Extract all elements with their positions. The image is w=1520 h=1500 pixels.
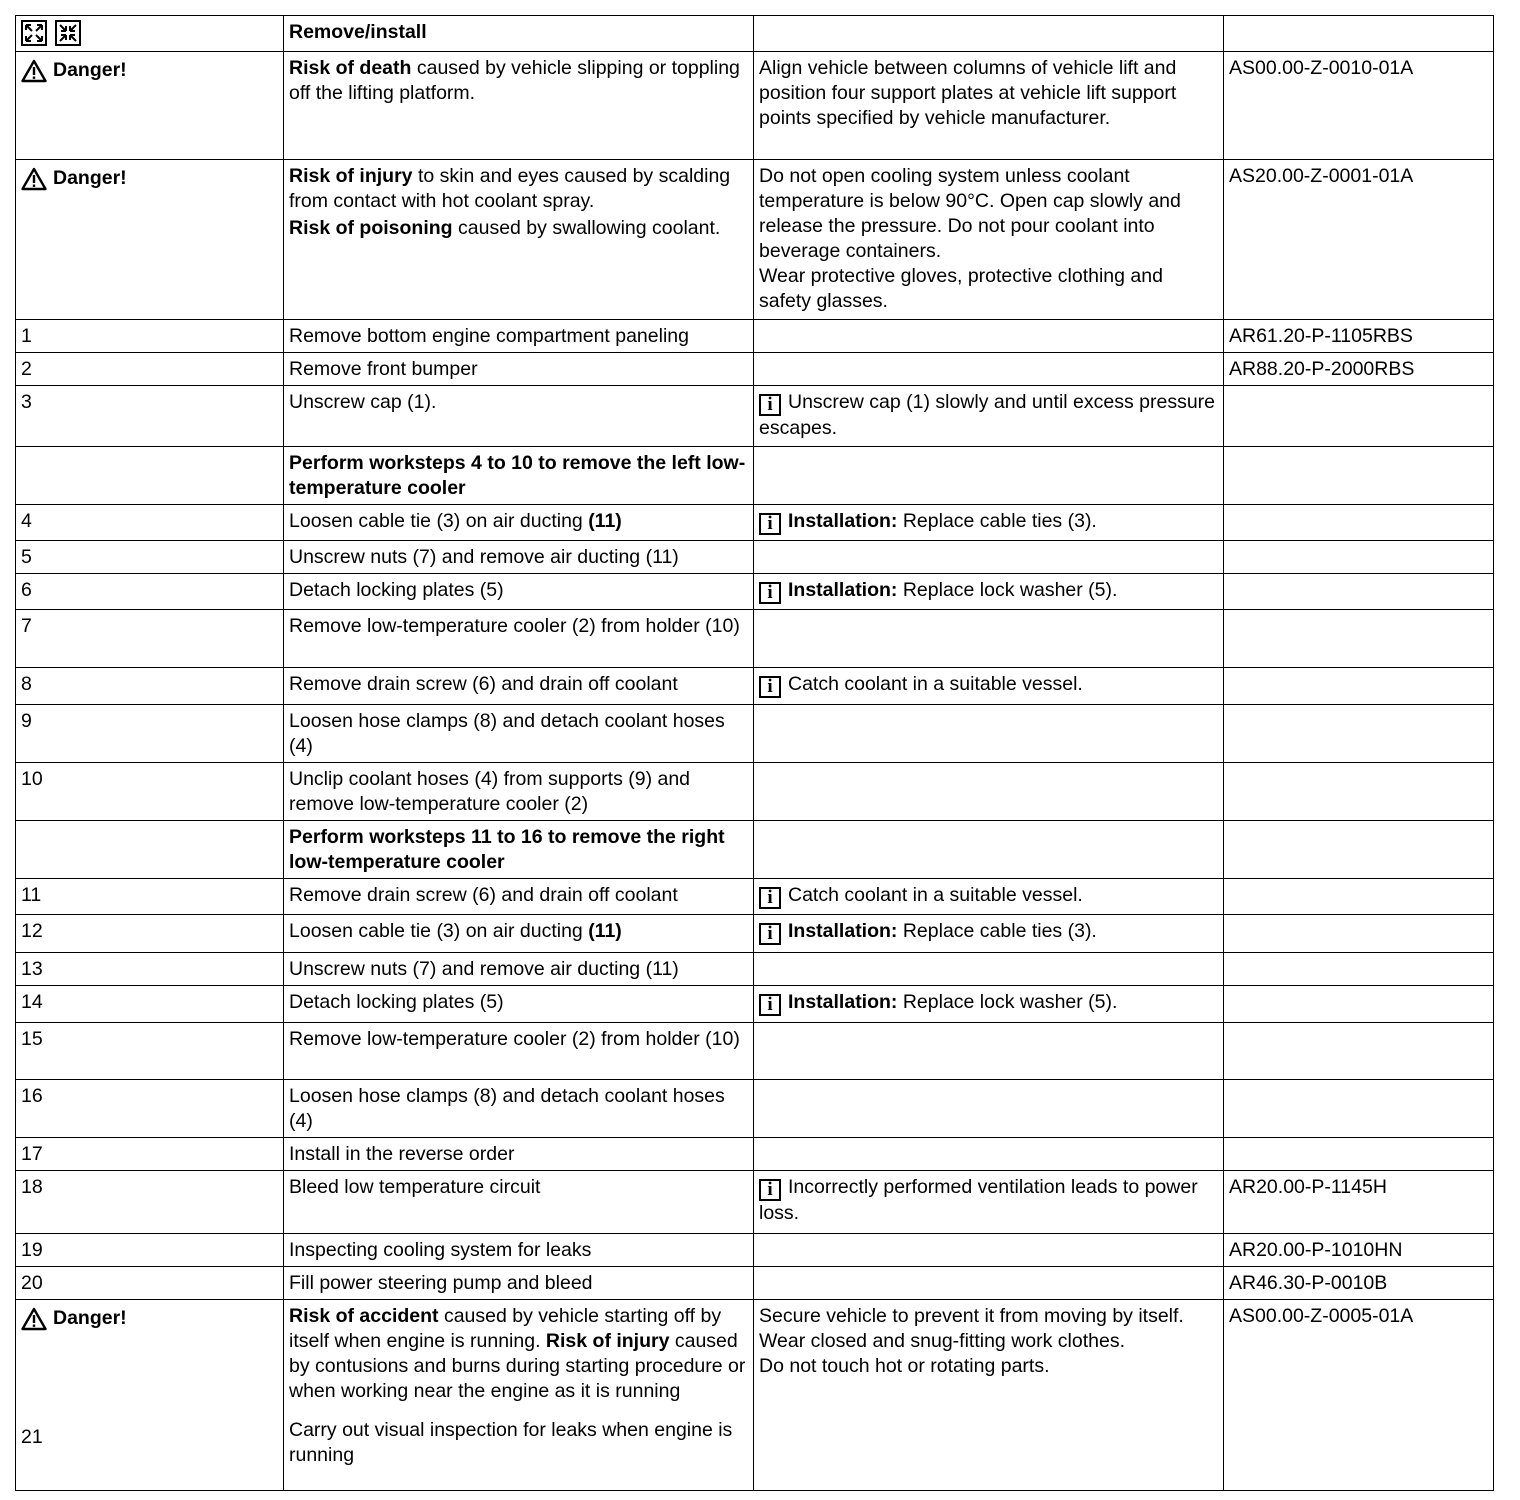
step-row	[16, 1023, 1494, 1080]
step-row	[16, 505, 1494, 541]
step-text: Loosen hose clamps (8) and detach coolant hoses (4)	[284, 705, 754, 763]
step-text: Detach locking plates (5)	[284, 986, 754, 1023]
step-number: 3	[16, 386, 284, 447]
step-text: Unscrew cap (1).	[284, 386, 754, 447]
section-row	[16, 447, 1494, 505]
step-text: Bleed low temperature circuit	[284, 1171, 754, 1234]
step-number: 21	[21, 1426, 43, 1448]
step-number: 5	[16, 541, 284, 574]
step-text: Fill power steering pump and bleed	[284, 1267, 754, 1300]
warning-triangle-icon	[21, 1307, 47, 1331]
step-text: Remove front bumper	[284, 353, 754, 386]
procedure-table	[15, 15, 1494, 1491]
step-number: 6	[16, 574, 284, 610]
reference-link[interactable]: AS20.00-Z-0001-01A	[1224, 160, 1494, 320]
safety-measure: Secure vehicle to prevent it from moving by itself. Wear closed and snug-fitting work clothes. Do not touch hot or rotating parts.	[754, 1300, 1224, 1491]
step-text: Remove drain screw (6) and drain off coolant	[284, 668, 754, 705]
danger-row	[16, 1300, 1494, 1491]
risk-description: Risk of death caused by vehicle slipping or toppling off the lifting platform.	[284, 52, 754, 160]
risk-description: Risk of injury to skin and eyes caused by scalding from contact with hot coolant spray. Risk of poisoning caused by swallowing coolant.	[284, 160, 754, 320]
step-text: Remove low-temperature cooler (2) from holder (10)	[284, 1023, 754, 1080]
step-row	[16, 705, 1494, 763]
step-note: i Installation: Replace cable ties (3).	[754, 915, 1224, 953]
step-row	[16, 1138, 1494, 1171]
step-note: i Catch coolant in a suitable vessel.	[754, 879, 1224, 915]
danger-row	[16, 52, 1494, 160]
step-note: i Installation: Replace lock washer (5).	[754, 574, 1224, 610]
reference-link[interactable]: AR61.20-P-1105RBS	[1224, 320, 1494, 353]
step-text: Unscrew nuts (7) and remove air ducting (11)	[284, 541, 754, 574]
info-icon: i	[759, 994, 781, 1016]
step-number: 19	[16, 1234, 284, 1267]
step-number: 1	[16, 320, 284, 353]
section-heading: Perform worksteps 4 to 10 to remove the left low-temperature cooler	[284, 447, 754, 505]
section-heading: Perform worksteps 11 to 16 to remove the right low-temperature cooler	[284, 821, 754, 879]
step-text: Loosen cable tie (3) on air ducting (11)	[284, 915, 754, 953]
section-row	[16, 821, 1494, 879]
info-icon: i	[759, 582, 781, 604]
info-icon: i	[759, 394, 781, 416]
safety-measure: Do not open cooling system unless coolant temperature is below 90°C. Open cap slowly and release the pressure. Do not pour coolant into beverage containers. Wear protective gloves, protective clothing and safety glasses.	[754, 160, 1224, 320]
step-row	[16, 386, 1494, 447]
info-icon: i	[759, 676, 781, 698]
header-icons-cell	[16, 16, 284, 52]
step-number: 13	[16, 953, 284, 986]
danger-label: Danger!	[53, 59, 127, 81]
step-text: Loosen hose clamps (8) and detach coolant hoses (4)	[284, 1080, 754, 1138]
step-text: Carry out visual inspection for leaks when engine is running	[289, 1419, 733, 1466]
reference-link[interactable]: AR20.00-P-1145H	[1224, 1171, 1494, 1234]
danger-label: Danger!	[53, 167, 127, 189]
step-number: 9	[16, 705, 284, 763]
step-number: 12	[16, 915, 284, 953]
step-row	[16, 986, 1494, 1023]
info-icon: i	[759, 923, 781, 945]
step-row	[16, 763, 1494, 821]
step-number: 17	[16, 1138, 284, 1171]
safety-measure: Align vehicle between columns of vehicle lift and position four support plates at vehicle lift support points specified by vehicle manufacturer.	[754, 52, 1224, 160]
step-note: i Incorrectly performed ventilation leads to power loss.	[754, 1171, 1224, 1234]
step-row	[16, 668, 1494, 705]
step-row	[16, 1267, 1494, 1300]
step-number: 10	[16, 763, 284, 821]
reference-link[interactable]: AR46.30-P-0010B	[1224, 1267, 1494, 1300]
reference-link[interactable]: AR88.20-P-2000RBS	[1224, 353, 1494, 386]
step-row	[16, 915, 1494, 953]
step-number: 20	[16, 1267, 284, 1300]
step-text: Unscrew nuts (7) and remove air ducting (11)	[284, 953, 754, 986]
warning-triangle-icon	[21, 59, 47, 83]
step-text: Inspecting cooling system for leaks	[284, 1234, 754, 1267]
step-row	[16, 953, 1494, 986]
step-number: 4	[16, 505, 284, 541]
step-text: Detach locking plates (5)	[284, 574, 754, 610]
table-header-row	[16, 16, 1494, 52]
step-row	[16, 1080, 1494, 1138]
step-number: 16	[16, 1080, 284, 1138]
step-row	[16, 1171, 1494, 1234]
warning-triangle-icon	[21, 167, 47, 191]
risk-description: Risk of accident caused by vehicle starting off by itself when engine is running. Risk of injury caused by contusions and burns during starting procedure or when working near the engine as it is running Carry out visual inspection for leaks when engine is running	[284, 1300, 754, 1491]
step-number: 18	[16, 1171, 284, 1234]
collapse-arrows-icon[interactable]	[55, 20, 81, 46]
step-number: 7	[16, 610, 284, 668]
reference-link[interactable]: AS00.00-Z-0005-01A	[1224, 1300, 1494, 1491]
step-note: i Installation: Replace cable ties (3).	[754, 505, 1224, 541]
step-row	[16, 1234, 1494, 1267]
info-icon: i	[759, 513, 781, 535]
step-row	[16, 574, 1494, 610]
step-row	[16, 879, 1494, 915]
danger-row	[16, 160, 1494, 320]
step-note: i Installation: Replace lock washer (5).	[754, 986, 1224, 1023]
step-text: Loosen cable tie (3) on air ducting (11)	[284, 505, 754, 541]
danger-label: Danger!	[53, 1307, 127, 1329]
step-number: 2	[16, 353, 284, 386]
step-number: 8	[16, 668, 284, 705]
step-text: Remove drain screw (6) and drain off coolant	[284, 879, 754, 915]
reference-link[interactable]: AR20.00-P-1010HN	[1224, 1234, 1494, 1267]
step-number: 11	[16, 879, 284, 915]
step-text: Remove bottom engine compartment paneling	[284, 320, 754, 353]
header-title: Remove/install	[284, 16, 754, 52]
step-text: Install in the reverse order	[284, 1138, 754, 1171]
step-note: i Unscrew cap (1) slowly and until excess pressure escapes.	[754, 386, 1224, 447]
reference-link[interactable]: AS00.00-Z-0010-01A	[1224, 52, 1494, 160]
step-text: Remove low-temperature cooler (2) from holder (10)	[284, 610, 754, 668]
step-note: i Catch coolant in a suitable vessel.	[754, 668, 1224, 705]
step-number: 15	[16, 1023, 284, 1080]
step-row	[16, 353, 1494, 386]
expand-arrows-icon[interactable]	[21, 20, 47, 46]
info-icon: i	[759, 1179, 781, 1201]
step-row	[16, 541, 1494, 574]
step-row	[16, 610, 1494, 668]
info-icon: i	[759, 887, 781, 909]
step-text: Unclip coolant hoses (4) from supports (9) and remove low-temperature cooler (2)	[284, 763, 754, 821]
step-number: 14	[16, 986, 284, 1023]
step-row	[16, 320, 1494, 353]
